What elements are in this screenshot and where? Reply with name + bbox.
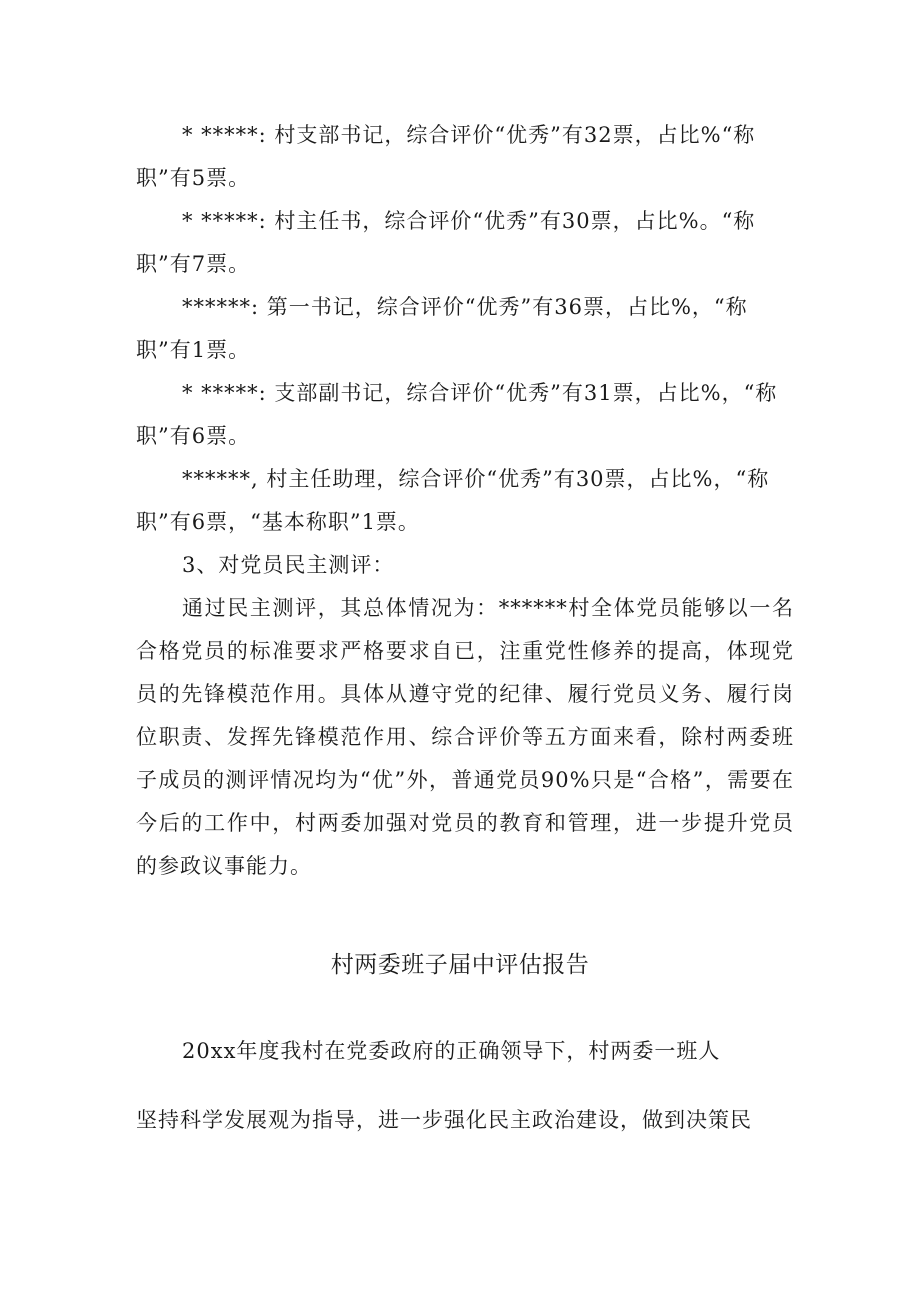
- section-3-body: 通过民主测评，其总体情况为：******村全体党员能够以一名合格党员的标准要求严格要求自已，注重党性修养的提高，体现党员的先锋模范作用。具体从遵守党的纪律、履行党员义务、履行岗位职责、发挥先锋模范作用、综合评价等五方面来看，除村两委班子成员的测评情况均为“优”外，普通党员90%只是“合格”，需要在今后的工作中，村两委加强对党员的教育和管理，进一步提升党员的参政议事能力。: [136, 596, 794, 878]
- evaluation-2-line-2: 职”有7票。: [136, 252, 251, 276]
- evaluation-4-line-2: 职”有6票。: [136, 424, 251, 448]
- report-body-line-2: 坚持科学发展观为指导，进一步强化民主政治建设，做到决策民: [136, 1108, 752, 1132]
- evaluation-4-line-1: * *****: 支部副书记，综合评价“优秀”有31票，占比%，“称: [182, 381, 778, 405]
- report-body-line-1: 20xx年度我村在党委政府的正确领导下，村两委一班人: [182, 1039, 721, 1063]
- report-title: 村两委班子届中评估报告: [330, 952, 590, 978]
- evaluation-1-line-2: 职”有5票。: [136, 166, 251, 190]
- evaluation-3-line-1: ******: 第一书记，综合评价“优秀”有36票，占比%，“称: [182, 295, 748, 319]
- evaluation-3-line-2: 职”有1票。: [136, 338, 251, 362]
- evaluation-5-line-2: 职”有6票，“基本称职”1票。: [136, 510, 420, 534]
- section-3-heading: 3、对党员民主测评：: [182, 553, 395, 577]
- evaluation-1-line-1: * *****: 村支部书记，综合评价“优秀”有32票，占比%“称: [182, 123, 756, 147]
- evaluation-5-line-1: ******, 村主任助理，综合评价“优秀”有30票，占比%，“称: [182, 467, 770, 491]
- evaluation-2-line-1: * *****: 村主任书，综合评价“优秀”有30票，占比%。“称: [182, 209, 756, 233]
